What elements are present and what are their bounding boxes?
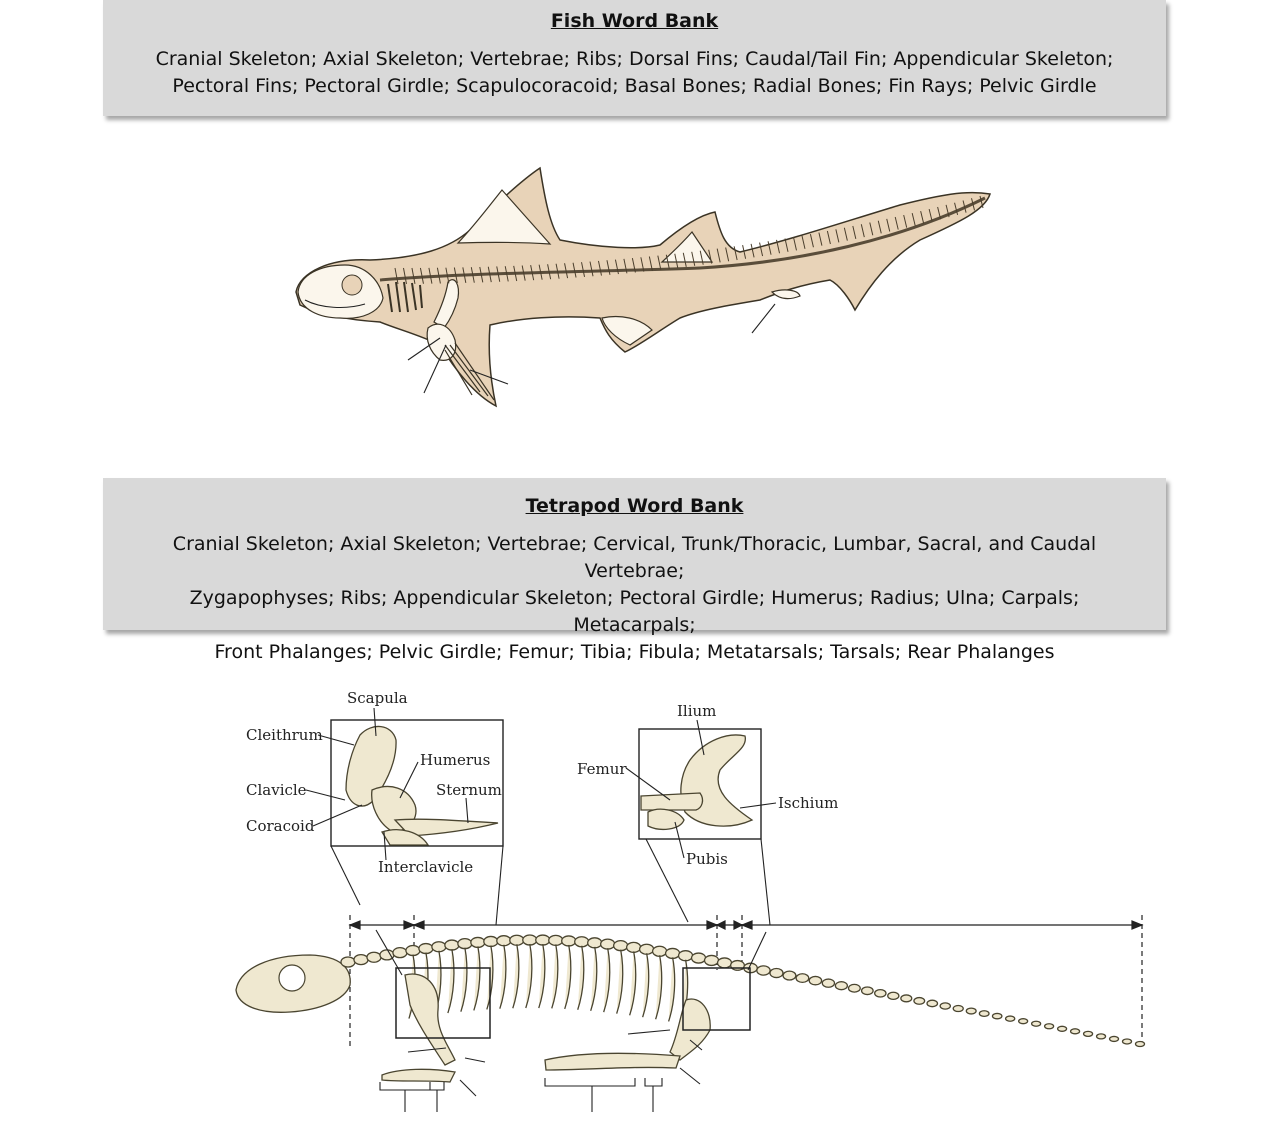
tetrapod-vertebra <box>809 976 821 984</box>
shark-orbit <box>342 275 362 295</box>
tetrapod-vertebra <box>432 942 446 952</box>
tetrapod-vertebra <box>354 955 368 965</box>
tetrapod-rib <box>578 946 584 1010</box>
tetrapod-vertebra <box>718 958 732 968</box>
tetrapod-hind-foot <box>545 1053 680 1070</box>
tetrapod-vertebra <box>393 948 407 958</box>
tetrapod-vertebra <box>510 935 524 945</box>
tetrapod-vertebra <box>979 1011 989 1017</box>
tetrapod-vertebra <box>1032 1021 1041 1026</box>
tetrapod-vertebra <box>848 984 860 992</box>
tetrapod-vertebra <box>757 966 770 975</box>
fish-word-bank-line-1: Cranial Skeleton; Axial Skeleton; Vertebrae; Ribs; Dorsal Fins; Caudal/Tail Fin; Appendicular Skeleton; <box>155 48 1114 70</box>
tetrapod-vertebra <box>940 1003 950 1009</box>
tetrapod-vertebra <box>614 941 628 951</box>
pectoral-girdle-inset <box>246 689 503 925</box>
tetrapod-vertebra <box>1058 1026 1067 1031</box>
pubis-bone <box>648 809 684 829</box>
tetrapod-rib <box>643 953 649 1017</box>
tetrapod-rib <box>448 949 454 1013</box>
shark-body <box>296 168 990 406</box>
tetrapod-vertebra <box>901 995 912 1002</box>
tetrapod-vertebra <box>406 946 420 956</box>
tetrapod-vertebra <box>992 1013 1001 1018</box>
tetrapod-rib <box>669 957 675 1021</box>
tetrapod-vertebra <box>536 935 550 945</box>
tetrapod-vertebra <box>458 939 472 949</box>
tetrapod-vertebra <box>484 936 498 946</box>
label-pubis: Pubis <box>686 850 728 868</box>
tetrapod-vertebra <box>783 971 796 980</box>
tetrapod-vertebra <box>1110 1036 1119 1041</box>
tetrapod-vertebra <box>575 937 589 947</box>
tetrapod-vertebra <box>445 940 459 950</box>
tetrapod-vertebra <box>953 1005 963 1011</box>
label-interclavicle: Interclavicle <box>378 858 474 876</box>
tetrapod-rib <box>656 955 662 1019</box>
tetrapod-vertebra <box>1019 1019 1028 1024</box>
shark-skeleton-illustration <box>296 168 990 406</box>
shark-pelvic-girdle <box>772 290 800 299</box>
tetrapod-vertebra <box>1071 1029 1080 1034</box>
tetrapod-vertebra <box>640 944 654 954</box>
tetrapod-vertebra <box>601 939 615 949</box>
tetrapod-word-bank-title: Tetrapod Word Bank <box>525 495 744 517</box>
label-clavicle: Clavicle <box>246 781 307 799</box>
tetrapod-vertebra <box>914 998 925 1005</box>
tetrapod-vertebra <box>875 990 886 997</box>
fish-word-bank-line-2: Pectoral Fins; Pectoral Girdle; Scapulocoracoid; Basal Bones; Radial Bones; Fin Rays; Pelvic Girdle <box>172 75 1097 97</box>
tetrapod-vertebra <box>1123 1039 1132 1044</box>
tetrapod-rib <box>604 948 610 1012</box>
pelvic-girdle-inset <box>577 702 838 925</box>
tetrapod-vertebra <box>862 987 874 995</box>
label-scapula: Scapula <box>347 689 408 707</box>
tetrapod-rib <box>513 944 519 1008</box>
label-cleithrum: Cleithrum <box>246 726 323 744</box>
tetrapod-orbit <box>279 965 305 991</box>
tetrapod-rib <box>591 947 597 1011</box>
tetrapod-vertebra <box>666 948 680 958</box>
tetrapod-vertebra <box>731 961 745 971</box>
tetrapod-vertebra <box>796 974 809 983</box>
tetrapod-word-bank-line-3: Front Phalanges; Pelvic Girdle; Femur; Tibia; Fibula; Metatarsals; Tarsals; Rear Phalanges <box>214 641 1055 663</box>
tetrapod-vertebra <box>497 936 511 946</box>
tetrapod-vertebra <box>367 952 381 962</box>
tetrapod-rib <box>630 951 636 1015</box>
tetrapod-vertebra <box>1006 1016 1015 1021</box>
tetrapod-vertebra <box>549 935 563 945</box>
tetrapod-skeleton-illustration <box>236 915 1145 1112</box>
tetrapod-vertebra <box>770 968 783 977</box>
tetrapod-vertebra <box>588 938 602 948</box>
label-ischium: Ischium <box>778 794 839 812</box>
tetrapod-vertebra <box>471 937 485 947</box>
tetrapod-rib <box>617 950 623 1014</box>
tetrapod-rib <box>500 945 506 1009</box>
tetrapod-vertebra <box>966 1008 976 1014</box>
tetrapod-rib <box>526 944 532 1008</box>
label-coracoid: Coracoid <box>246 817 315 835</box>
tetrapod-vertebra <box>419 944 433 954</box>
tetrapod-rib <box>461 948 467 1012</box>
tetrapod-vertebra <box>927 1000 937 1006</box>
tetrapod-vertebra <box>1045 1024 1054 1029</box>
tetrapod-vertebra <box>1097 1034 1106 1039</box>
tetrapod-vertebra <box>653 946 667 956</box>
femur-bone <box>641 793 703 810</box>
tetrapod-vertebra <box>705 955 719 965</box>
tetrapod-front-foot <box>382 1069 455 1082</box>
tetrapod-vertebra <box>341 957 355 967</box>
tetrapod-vertebra <box>1084 1031 1093 1036</box>
ilium-bone <box>681 735 752 826</box>
label-femur: Femur <box>577 760 627 778</box>
tetrapod-rib <box>474 946 480 1010</box>
tetrapod-vertebra <box>822 979 834 987</box>
label-sternum: Sternum <box>436 781 502 799</box>
tetrapod-vertebra <box>835 982 847 990</box>
tetrapod-word-bank-line-1: Cranial Skeleton; Axial Skeleton; Vertebrae; Cervical, Trunk/Thoracic, Lumbar, Sacral, and Caudal Vertebrae; <box>172 533 1097 582</box>
label-humerus: Humerus <box>420 751 491 769</box>
tetrapod-rib <box>552 944 558 1008</box>
tetrapod-word-bank-line-2: Zygapophyses; Ribs; Appendicular Skeleton; Pectoral Girdle; Humerus; Radius; Ulna; Carpals; Metacarpals; <box>189 587 1080 636</box>
label-ilium: Ilium <box>677 702 717 720</box>
tetrapod-rib <box>539 944 545 1008</box>
tetrapod-vertebra <box>1136 1042 1145 1047</box>
tetrapod-rib <box>565 945 571 1009</box>
tetrapod-vertebra <box>562 936 576 946</box>
tetrapod-vertebra <box>523 935 537 945</box>
tetrapod-vertebra <box>679 951 693 961</box>
fish-word-bank-title: Fish Word Bank <box>550 10 719 32</box>
tetrapod-vertebra <box>627 942 641 952</box>
tetrapod-vertebra <box>692 953 706 963</box>
tetrapod-vertebra <box>888 992 899 999</box>
